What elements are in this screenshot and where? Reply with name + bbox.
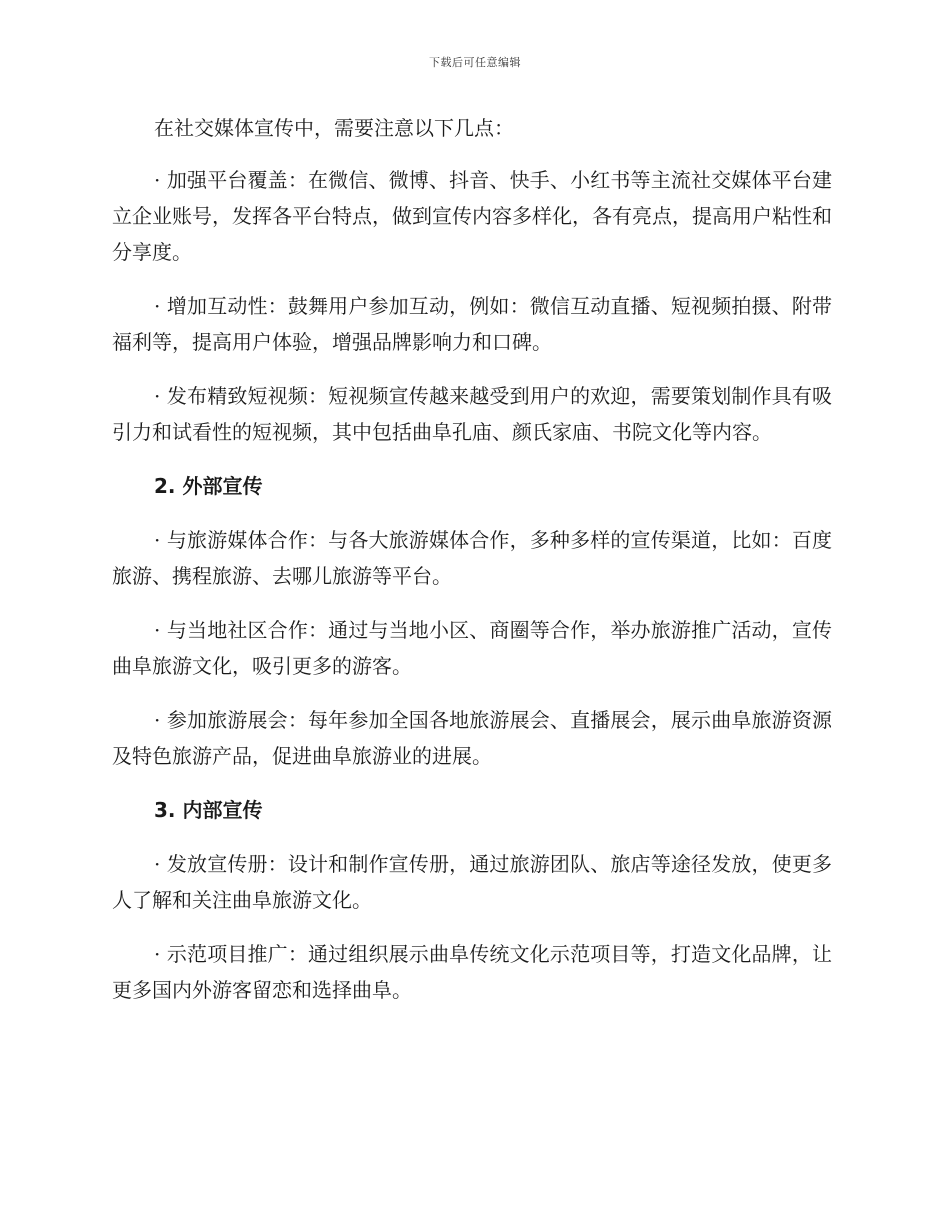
document-body: [112, 110, 832, 1026]
social-point-interactivity: · 增加互动性：鼓舞用户参加互动，例如：微信互动直播、短视频拍摄、附带福利等，提高用户体验，增强品牌影响力和口碑。: [112, 294, 832, 354]
internal-point-demo-project: · 示范项目推广：通过组织展示曲阜传统文化示范项目等，打造文化品牌，让更多国内外游客留恋和选择曲阜。: [112, 942, 832, 1002]
section-heading-external: 2. 外部宣传: [154, 474, 263, 498]
external-point-expo: · 参加旅游展会：每年参加全国各地旅游展会、直播展会，展示曲阜旅游资源及特色旅游产品，促进曲阜旅游业的进展。: [112, 708, 832, 768]
external-point-community: · 与当地社区合作：通过与当地小区、商圈等合作，举办旅游推广活动，宣传曲阜旅游文化，吸引更多的游客。: [112, 618, 832, 678]
social-point-platform-coverage: · 加强平台覆盖：在微信、微博、抖音、快手、小红书等主流社交媒体平台建立企业账号，发挥各平台特点，做到宣传内容多样化，各有亮点，提高用户粘性和分享度。: [112, 168, 832, 264]
external-point-travel-media: · 与旅游媒体合作：与各大旅游媒体合作，多种多样的宣传渠道，比如：百度旅游、携程旅游、去哪儿旅游等平台。: [112, 528, 832, 588]
social-point-short-video: · 发布精致短视频：短视频宣传越来越受到用户的欢迎，需要策划制作具有吸引力和试看性的短视频，其中包括曲阜孔庙、颜氏家庙、书院文化等内容。: [112, 384, 832, 444]
internal-point-brochure: · 发放宣传册：设计和制作宣传册，通过旅游团队、旅店等途径发放，使更多人了解和关注曲阜旅游文化。: [112, 852, 832, 912]
section-heading-internal: 3. 内部宣传: [154, 798, 263, 822]
intro-paragraph: 在社交媒体宣传中，需要注意以下几点：: [154, 116, 514, 140]
header-note: 下载后可任意编辑: [429, 56, 521, 69]
